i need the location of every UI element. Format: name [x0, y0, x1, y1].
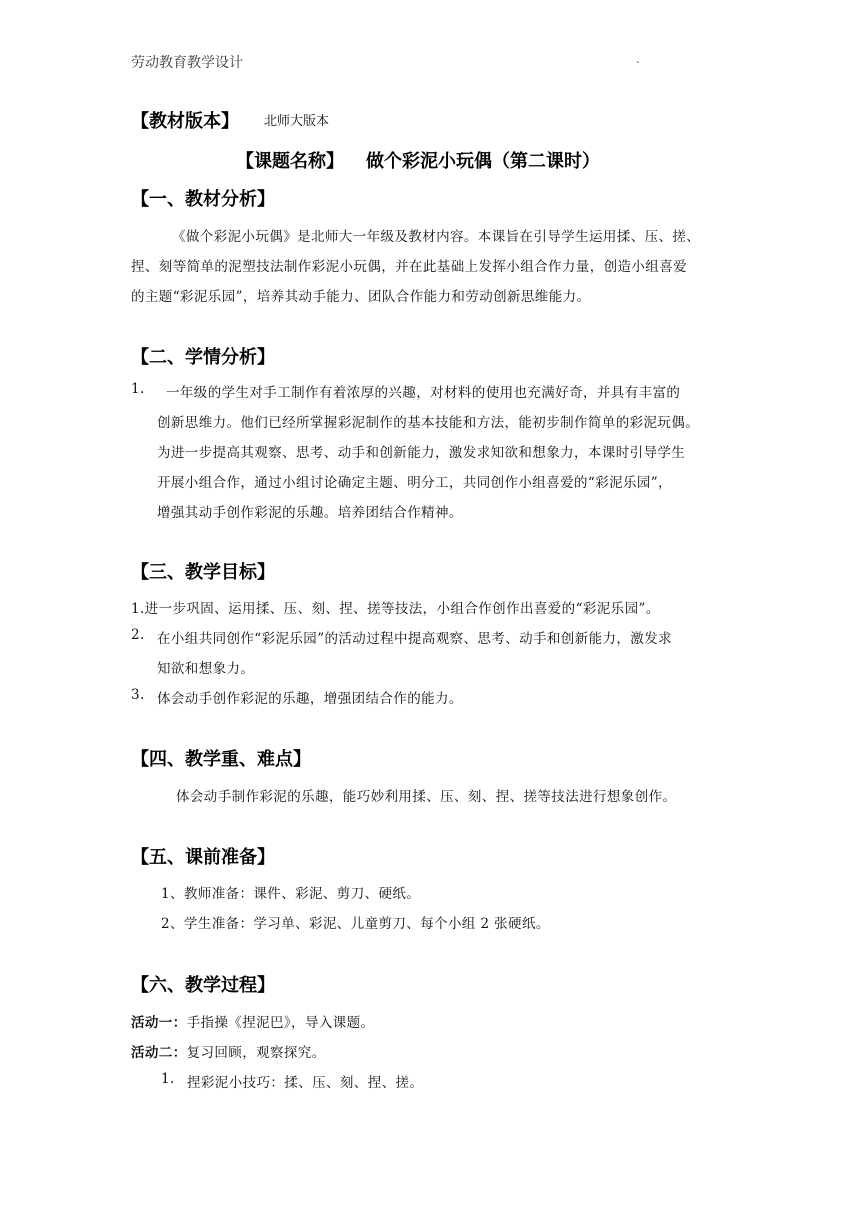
paragraph-line: 为进一步提高其观察、思考、动手和创新能力，激发求知欲和想象力，本课时引导学生: [157, 445, 686, 461]
paragraph-line: 知欲和想象力。: [157, 661, 255, 677]
list-number: 1.: [161, 1071, 175, 1087]
section-heading-analysis: 【一、教材分析】: [131, 189, 275, 210]
section-heading-key-points: 【四、教学重、难点】: [131, 749, 311, 770]
activity-label: 活动二：: [131, 1045, 187, 1061]
paragraph-line: 创新思维力。他们已经所掌握彩泥制作的基本技能和方法，能初步制作简单的彩泥玩偶。: [157, 415, 700, 431]
list-number: 1.: [131, 381, 145, 397]
page-header: 劳动教育教学设计: [131, 55, 243, 71]
paragraph-line: 捏、刻等简单的泥塑技法制作彩泥小玩偶，并在此基础上发挥小组合作力量，创造小组喜爱: [131, 259, 687, 275]
list-item: 2、学生准备：学习单、彩泥、儿童剪刀、每个小组 2 张硬纸。: [161, 916, 550, 932]
lesson-title: 做个彩泥小玩偶（第二课时）: [366, 151, 600, 172]
list-item: 1.进一步巩固、运用揉、压、刻、捏、搓等技法，小组合作创作出喜爱的“彩泥乐园”。: [131, 601, 660, 617]
list-number: 2.: [131, 627, 145, 643]
header-dot: .: [636, 52, 640, 66]
edition-value: 北师大版本: [264, 114, 330, 129]
list-number: 3.: [131, 687, 145, 703]
list-item: 捏彩泥小技巧：揉、压、刻、捏、搓。: [187, 1075, 424, 1091]
paragraph-line: 体会动手制作彩泥的乐趣，能巧妙利用揉、压、刻、捏、搓等技法进行想象创作。: [176, 789, 677, 805]
list-item: 1、教师准备：课件、彩泥、剪刀、硬纸。: [161, 886, 421, 902]
edition-label: 【教材版本】: [131, 111, 239, 132]
paragraph-line: 在小组共同创作“彩泥乐园”的活动过程中提高观察、思考、动手和创新能力，激发求: [157, 631, 673, 647]
paragraph-line: 的主题“彩泥乐园”，培养其动手能力、团队合作能力和劳动创新思维能力。: [131, 289, 591, 305]
paragraph-line: 开展小组合作，通过小组讨论确定主题、明分工，共同创作小组喜爱的“彩泥乐园”，: [157, 475, 673, 491]
section-heading-process: 【六、教学过程】: [131, 975, 275, 996]
lesson-title-label: 【课题名称】: [236, 151, 344, 172]
paragraph-line: 《做个彩泥小玩偶》是北师大一年级及教材内容。本课旨在引导学生运用揉、压、搓、: [172, 229, 701, 245]
section-heading-students: 【二、学情分析】: [131, 347, 275, 368]
paragraph-line: 增强其动手创作彩泥的乐趣。培养团结合作精神。: [157, 505, 463, 521]
paragraph-line: 一年级的学生对手工制作有着浓厚的兴趣，对材料的使用也充满好奇，并具有丰富的: [166, 385, 681, 401]
section-heading-preparation: 【五、课前准备】: [131, 847, 275, 868]
activity-text: 复习回顾，观察探究。: [186, 1045, 326, 1061]
section-heading-goals: 【三、教学目标】: [131, 562, 275, 583]
activity-label: 活动一：: [131, 1015, 187, 1031]
activity-text: 手指操《捏泥巴》，导入课题。: [186, 1015, 375, 1031]
list-item: 体会动手创作彩泥的乐趣，增强团结合作的能力。: [157, 691, 463, 707]
